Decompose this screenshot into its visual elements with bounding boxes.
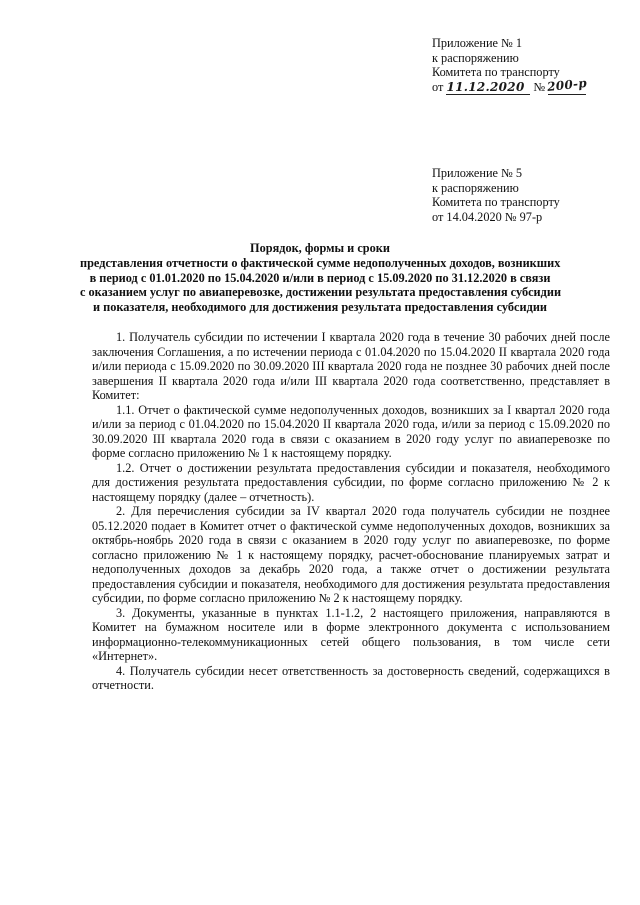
title-line-3: в период с 01.01.2020 по 15.04.2020 и/или в период с 15.09.2020 по 31.12.2020 в связи — [89, 270, 551, 285]
number-prefix: № — [533, 79, 546, 94]
document-title — [80, 241, 560, 315]
appendix-5-header — [432, 166, 632, 224]
paragraph-1-2: 1.2. Отчет о достижении результата предоставления субсидии и показателя, необходимого для достижения результата предоставления субсидии, по форме согласно приложению № 2 к настоящему порядку (далее – отчетность). — [92, 460, 610, 504]
handwritten-number-underline — [546, 75, 588, 96]
appendix-1-date-line — [432, 75, 632, 96]
paragraph-1-1: 1.1. Отчет о фактической сумме недополученных доходов, возникших за I квартал 2020 года и/или за период с 01.04.2020 по 15.04.2020 II квартала 2020 года, и/или за период с 15.09.2020 по 30.09.2020 III квартала 2020 года в связи с оказанием в 2020 году услуг по авиаперевозке по форме согласно приложению № 1 к настоящему порядку. — [92, 402, 610, 460]
appendix-5-line2: к распоряжению — [432, 180, 519, 195]
title-line-1: Порядок, формы и сроки — [250, 241, 390, 255]
paragraph-4: 4. Получатель субсидии несет ответственность за достоверность сведений, содержащихся в отчетности. — [92, 663, 610, 692]
title-line-2: представления отчетности о фактической сумме недополученных доходов, возникших — [80, 255, 561, 270]
appendix-1-line2: к распоряжению — [432, 50, 519, 65]
title-line-5: и показателя, необходимого для достижения результата предоставления субсидии — [92, 300, 547, 315]
appendix-1-header — [432, 36, 632, 95]
paragraph-1: 1. Получатель субсидии по истечении I квартала 2020 года в течение 30 рабочих дней после заключения Соглашения, а по истечении периода с 01.04.2020 по 15.04.2020 II квартала 2020 года и/или периода с 15.09.2020 по 30.09.2020 III квартала 2020 года не позднее 30 рабочих дней после завершения II квартала 2020 года и/или III квартала 2020 года соответственно, представляет в Комитет: — [92, 330, 610, 402]
paragraph-2: 2. Для перечисления субсидии за IV квартал 2020 года получатель субсидии не позднее 05.12.2020 подает в Комитет отчет о фактической сумме недополученных доходов, возникших за октябрь-ноябрь 2020 года в связи с оказанием в 2020 году услуг по авиаперевозке, по форме согласно приложению № 1 к настоящему порядку, расчет-обоснование планируемых затрат и недополученных доходов за декабрь 2020 года, а также отчет о достижении результата предоставления субсидии и показателя, необходимого для достижения результата предоставления субсидии, по форме согласно приложению № 2 к настоящему порядку. — [92, 504, 610, 605]
appendix-5-line1: Приложение № 5 — [432, 166, 523, 180]
appendix-5-line3: Комитета по транспорту — [432, 195, 560, 210]
appendix-1-line1: Приложение № 1 — [432, 36, 523, 50]
paragraph-3: 3. Документы, указанные в пунктах 1.1-1.2, 2 настоящего приложения, направляются в Комитет на бумажном носителе или в форме электронного документа с использованием информационно-телекоммуникационных сетей общего пользования, в том числе сети «Интернет». — [92, 605, 610, 663]
document-body — [92, 330, 610, 693]
handwritten-number: 200-р — [546, 75, 588, 94]
appendix-5-line4: от 14.04.2020 № 97-р — [432, 209, 543, 224]
title-line-4: с оказанием услуг по авиаперевозке, достижении результата предоставления субсидии — [80, 285, 562, 300]
handwritten-date: 11.12.2020 — [446, 80, 530, 96]
appendix-1-line3: Комитета по транспорту — [432, 65, 560, 80]
date-prefix: от — [432, 79, 444, 94]
